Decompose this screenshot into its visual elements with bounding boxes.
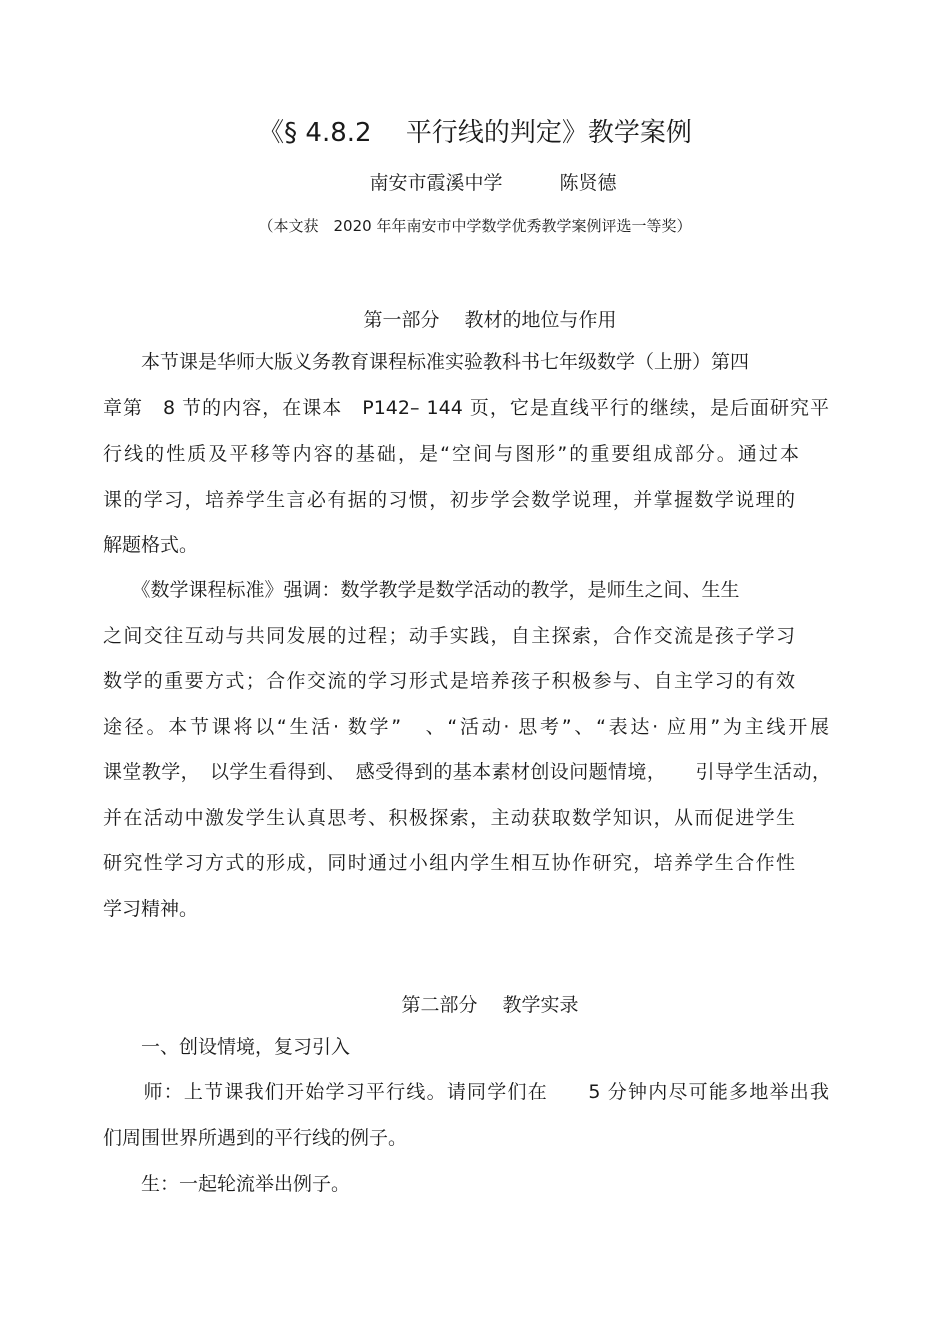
part1-para1-line: 行线的性质及平移等内容的基础，是“空间与图形”的重要组成部分。通过本 <box>103 443 799 465</box>
section-title: 一、创设情境，复习引入 <box>103 1036 351 1058</box>
award-note: （本文获 2020 年年南安市中学数学优秀教学案例评选一等奖） <box>258 217 692 235</box>
part1-para2-line: 途径。本节课将以“生活· 数学” 、“活动· 思考”、“表达· 应用”为主线开展 <box>103 716 829 738</box>
part1-para2-line: 《数学课程标准》强调：数学教学是数学活动的教学，是师生之间、生生 <box>103 579 740 601</box>
part2-heading: 第二部分 教学实录 <box>401 994 579 1016</box>
part1-heading: 第一部分 教材的地位与作用 <box>363 309 617 331</box>
teacher-line: 师：上节课我们开始学习平行线。请同学们在 5 分钟内尽可能多地举出我 <box>103 1081 829 1103</box>
teacher-line: 们周围世界所遇到的平行线的例子。 <box>103 1127 408 1149</box>
part1-para2-line: 学习精神。 <box>103 898 199 920</box>
part1-para1-line: 解题格式。 <box>103 534 199 556</box>
part1-para2-line: 并在活动中激发学生认真思考、积极探索，主动获取数学知识，从而促进学生 <box>103 807 795 829</box>
part1-para2-line: 研究性学习方式的形成，同时通过小组内学生相互协作研究，培养学生合作性 <box>103 852 795 874</box>
part1-para2-line: 课堂教学， 以学生看得到、 感受得到的基本素材创设问题情境， 引导学生活动， <box>103 761 831 783</box>
document-title: 《§ 4.8.2 平行线的判定》教学案例 <box>258 118 692 148</box>
part1-para2-line: 之间交往互动与共同发展的过程；动手实践，自主探索，合作交流是孩子学习 <box>103 625 795 647</box>
part1-para1-line: 章第 8 节的内容，在课本 P142– 144 页，它是直线平行的继续，是后面研究平 <box>103 397 829 419</box>
student-line: 生：一起轮流举出例子。 <box>103 1173 351 1195</box>
part1-para1-line: 课的学习，培养学生言必有据的习惯，初步学会数学说理，并掌握数学说理的 <box>103 489 795 511</box>
part1-para1-line: 本节课是华师大版义务教育课程标准实验教科书七年级数学（上册）第四 <box>103 351 750 373</box>
part1-para2-line: 数学的重要方式；合作交流的学习形式是培养孩子积极参与、自主学习的有效 <box>103 670 795 692</box>
author-line: 南安市霞溪中学 陈贤德 <box>369 172 617 194</box>
